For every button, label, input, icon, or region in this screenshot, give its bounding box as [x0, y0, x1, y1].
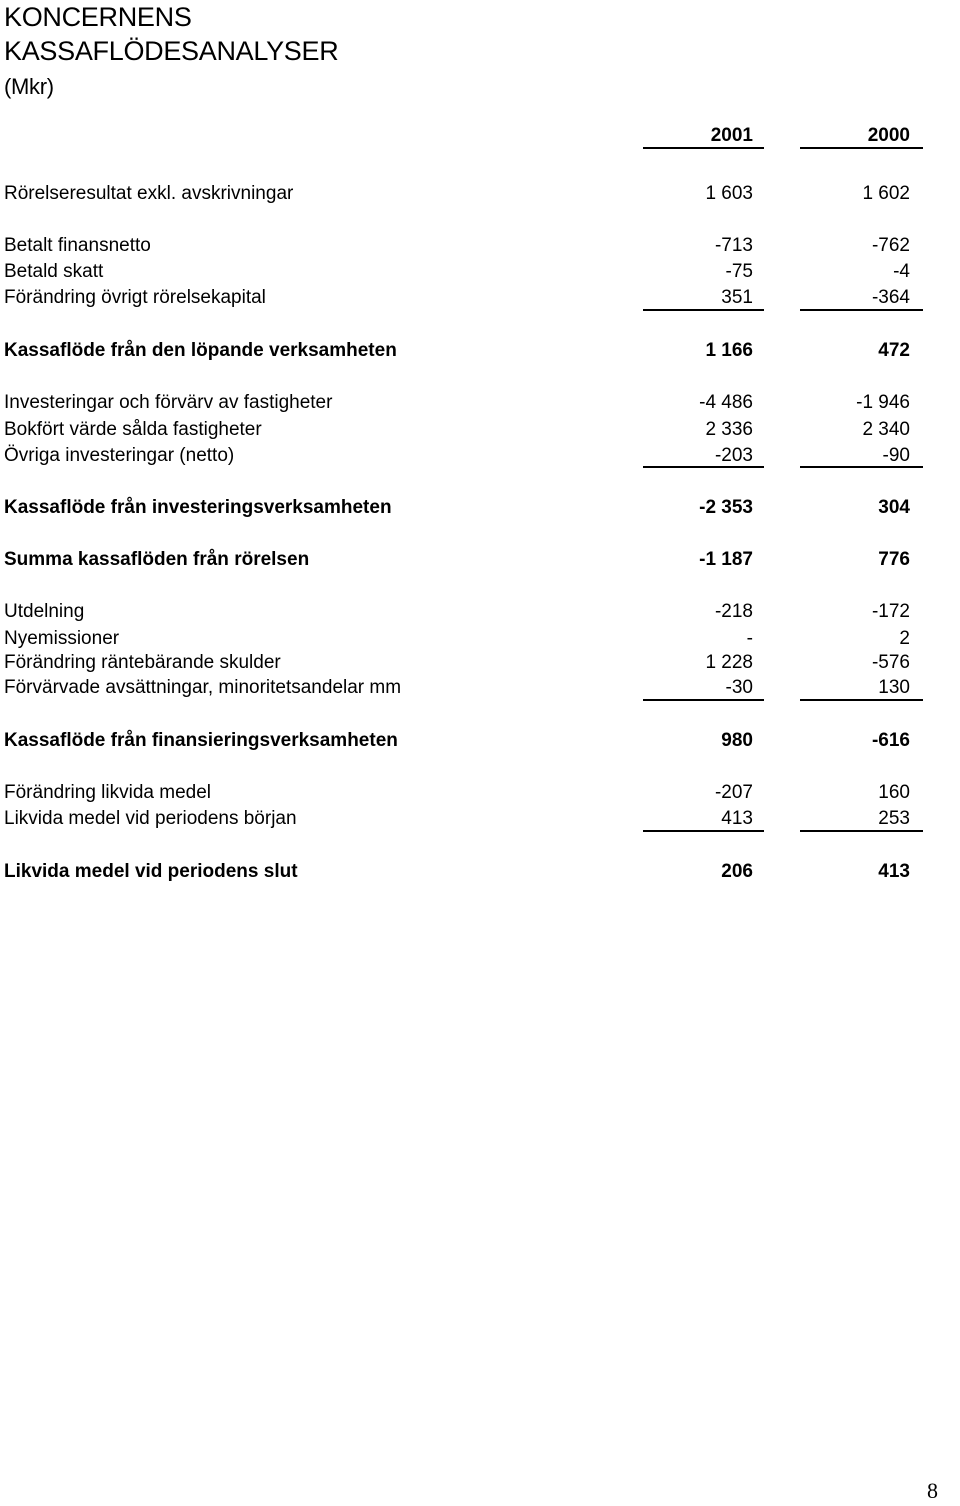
row-value-2001: -1 187 [699, 549, 753, 570]
row-value-2000: -364 [871, 287, 910, 308]
row-label: Kassaflöde från investeringsverksamheten [4, 497, 392, 518]
subtotal-underline [643, 466, 764, 468]
row-value-2001: 1 166 [705, 340, 753, 361]
row-value-2000: -4 [893, 261, 910, 282]
row-label: Likvida medel vid periodens början [4, 808, 297, 829]
row-value-2001: -2 353 [699, 497, 753, 518]
table-row [0, 260, 960, 284]
row-label: Kassaflöde från den löpande verksamheten [4, 340, 397, 361]
row-value-2000: 130 [878, 677, 910, 698]
row-value-2000: 1 602 [862, 183, 910, 204]
row-value-2001: -203 [714, 445, 753, 466]
row-value-2001: - [746, 628, 753, 649]
row-value-2000: -762 [871, 235, 910, 256]
row-value-2001: 980 [721, 730, 753, 751]
row-value-2000: 160 [878, 782, 910, 803]
table-row [0, 444, 960, 468]
row-value-2000: 776 [878, 549, 910, 570]
table-row [0, 182, 960, 206]
row-value-2001: 1 228 [705, 652, 753, 673]
year-2000-header: 2000 [867, 125, 910, 146]
row-value-2000: 304 [878, 497, 910, 518]
title-line-1: KONCERNENS [4, 2, 192, 32]
row-label: Utdelning [4, 601, 85, 622]
row-value-2001: 413 [721, 808, 753, 829]
subtotal-row [0, 548, 960, 572]
header-underline-2000 [800, 147, 923, 149]
row-value-2001: 351 [721, 287, 753, 308]
title-line-2: KASSAFLÖDESANALYSER [4, 36, 339, 66]
row-label: Investeringar och förvärv av fastigheter [4, 392, 333, 413]
table-row [0, 627, 960, 651]
row-label: Förändring räntebärande skulder [4, 652, 281, 673]
table-row [0, 781, 960, 805]
table-row [0, 418, 960, 442]
table-row [0, 234, 960, 258]
row-value-2000: 413 [878, 861, 910, 882]
row-label: Förvärvade avsättningar, minoritetsandelar mm [4, 677, 402, 698]
year-header-row [0, 124, 960, 148]
subtotal-underline [800, 699, 923, 701]
row-label: Nyemissioner [4, 628, 120, 649]
subtotal-row [0, 339, 960, 363]
subtotal-row [0, 496, 960, 520]
row-value-2000: -90 [882, 445, 910, 466]
row-label: Betalt finansnetto [4, 235, 151, 256]
row-label: Kassaflöde från finansieringsverksamheten [4, 730, 398, 751]
row-value-2001: -713 [714, 235, 753, 256]
row-value-2001: -207 [714, 782, 753, 803]
row-value-2001: -75 [725, 261, 753, 282]
table-row [0, 676, 960, 700]
row-label: Summa kassaflöden från rörelsen [4, 549, 310, 570]
row-label: Bokfört värde sålda fastigheter [4, 419, 262, 440]
subtotal-underline [643, 830, 764, 832]
row-value-2000: 472 [878, 340, 910, 361]
row-value-2000: -172 [871, 601, 910, 622]
row-value-2000: -616 [871, 730, 910, 751]
row-value-2001: 206 [721, 861, 753, 882]
subtotal-underline [643, 309, 764, 311]
row-value-2001: -4 486 [699, 392, 753, 413]
row-label: Rörelseresultat exkl. avskrivningar [4, 183, 294, 204]
total-row [0, 860, 960, 884]
table-row [0, 600, 960, 624]
year-2001-header: 2001 [710, 125, 753, 146]
row-value-2000: 2 [899, 628, 910, 649]
row-value-2001: -218 [714, 601, 753, 622]
subtotal-underline [800, 830, 923, 832]
row-label: Övriga investeringar (netto) [4, 445, 235, 466]
row-value-2000: 2 340 [862, 419, 910, 440]
row-value-2000: -576 [871, 652, 910, 673]
table-row [0, 807, 960, 831]
row-value-2000: 253 [878, 808, 910, 829]
subtotal-underline [800, 466, 923, 468]
unit-label: (Mkr) [4, 74, 54, 99]
row-value-2001: 1 603 [705, 183, 753, 204]
subtotal-row [0, 729, 960, 753]
row-value-2001: -30 [725, 677, 753, 698]
subtotal-underline [643, 699, 764, 701]
row-value-2000: -1 946 [856, 392, 910, 413]
row-label: Likvida medel vid periodens slut [4, 861, 298, 882]
row-label: Förändring likvida medel [4, 782, 211, 803]
row-label: Betald skatt [4, 261, 104, 282]
page-number: 8 [927, 1478, 938, 1503]
table-row [0, 391, 960, 415]
subtotal-underline [800, 309, 923, 311]
row-label: Förändring övrigt rörelsekapital [4, 287, 266, 308]
row-value-2001: 2 336 [705, 419, 753, 440]
table-row [0, 286, 960, 310]
table-row [0, 651, 960, 675]
header-underline-2001 [643, 147, 764, 149]
